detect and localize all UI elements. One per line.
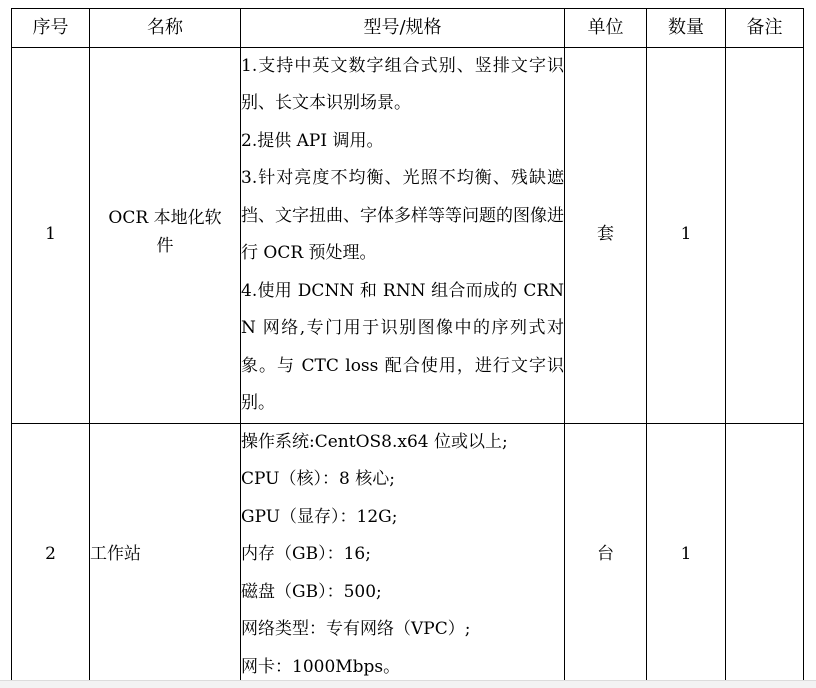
row-2-spec-line: 网络类型：专有网络（VPC）; <box>241 619 471 640</box>
header-note: 备注 <box>726 9 804 48</box>
procurement-spec-table <box>11 8 804 688</box>
row-1-note <box>726 47 804 423</box>
row-1-spec <box>241 47 565 423</box>
row-2-name: 工作站 <box>90 423 241 687</box>
row-2-spec-line: 磁盘（GB）：500; <box>241 581 382 602</box>
row-2-spec-line: 网卡：1000Mbps。 <box>241 656 401 677</box>
row-1-name-cell <box>90 47 241 423</box>
row-1-qty: 1 <box>647 47 726 423</box>
row-2-spec-line: GPU（显存）：12G; <box>241 506 398 527</box>
row-2-seq: 2 <box>12 423 90 687</box>
header-seq: 序号 <box>12 9 90 48</box>
header-unit: 单位 <box>565 9 647 48</box>
table-header-row <box>12 9 804 48</box>
header-qty: 数量 <box>647 9 726 48</box>
row-1-name: OCR 本地化软件 <box>108 208 222 257</box>
row-2-spec-line: CPU（核）：8 核心; <box>241 469 395 490</box>
header-name: 名称 <box>90 9 241 48</box>
table-row <box>12 47 804 423</box>
row-1-spec-line: 1.支持中英文数字组合式别、竖排文字识别、长文本识别场景。 <box>241 55 564 113</box>
table-row <box>12 423 804 687</box>
row-2-spec-line: 操作系统:CentOS8.x64 位或以上; <box>241 431 508 452</box>
row-2-spec-line: 内存（GB）：16; <box>241 544 371 565</box>
row-2-note <box>726 423 804 687</box>
row-1-seq: 1 <box>12 47 90 423</box>
row-1-spec-line: 2.提供 API 调用。 <box>241 130 384 151</box>
row-2-qty: 1 <box>647 423 726 687</box>
row-1-spec-line: 4.使用 DCNN 和 RNN 组合而成的 CRNN 网络,专门用于识别图像中的序列式对象。与 CTC loss 配合使用，进行文字识别。 <box>241 280 564 413</box>
row-1-spec-line: 3.针对亮度不均衡、光照不均衡、残缺遮挡、文字扭曲、字体多样等等问题的图像进行 OCR 预处理。 <box>241 168 564 263</box>
row-2-unit: 台 <box>565 423 647 687</box>
row-2-spec <box>241 423 565 687</box>
row-1-unit: 套 <box>565 47 647 423</box>
header-spec: 型号/规格 <box>241 9 565 48</box>
